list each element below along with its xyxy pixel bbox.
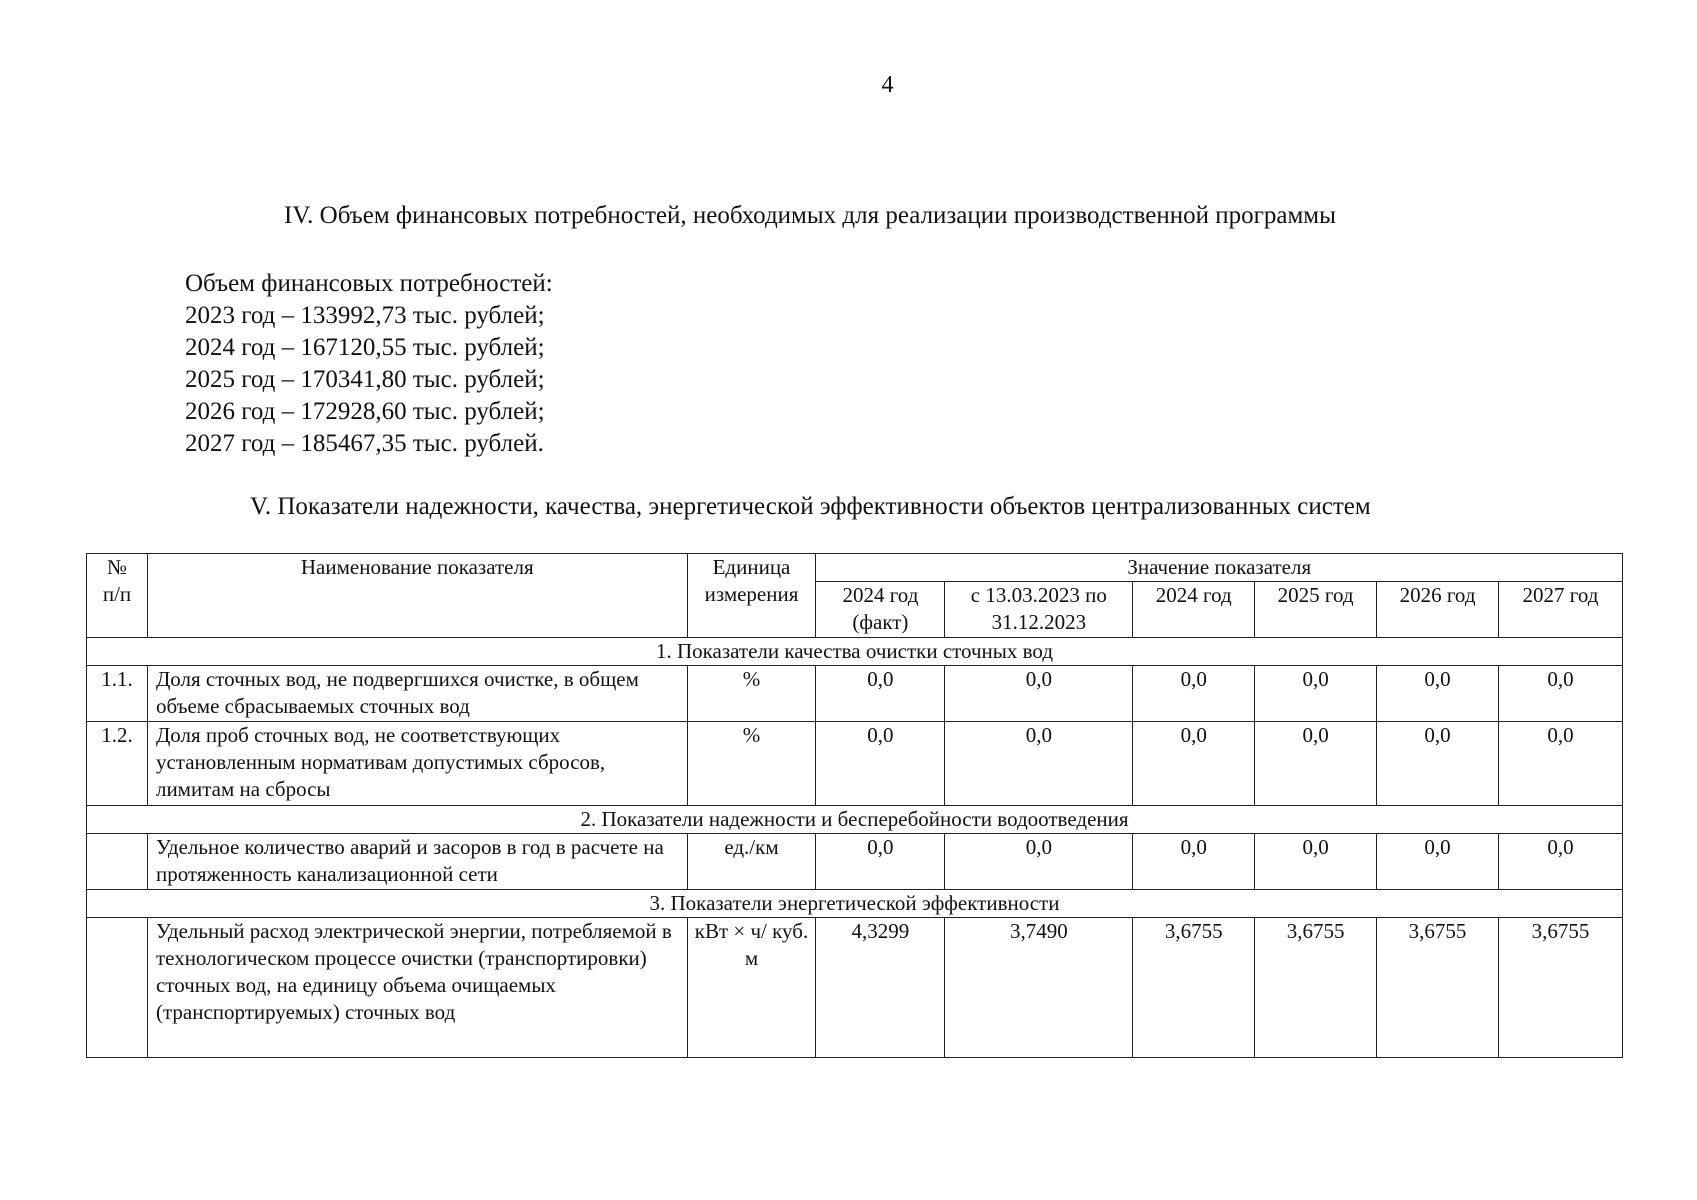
row-unit: ед./км bbox=[687, 834, 816, 890]
financial-line: 2023 год – 133992,73 тыс. рублей; bbox=[185, 302, 545, 329]
header-col-2024-fact: 2024 год (факт) bbox=[816, 582, 945, 638]
row-unit: % bbox=[687, 666, 816, 722]
row-value: 0,0 bbox=[1499, 666, 1623, 722]
row-num: 1.2. bbox=[87, 722, 148, 806]
header-unit-line1: Единица bbox=[712, 555, 791, 579]
header-value-group: Значение показателя bbox=[816, 554, 1623, 582]
row-value: 3,6755 bbox=[1255, 918, 1377, 1058]
row-num: 1.1. bbox=[87, 666, 148, 722]
group-title: 1. Показатели качества очистки сточных вод bbox=[87, 638, 1623, 666]
row-value: 0,0 bbox=[1499, 834, 1623, 890]
row-value: 0,0 bbox=[945, 722, 1133, 806]
row-value: 0,0 bbox=[1377, 666, 1499, 722]
row-name: Удельное количество аварий и засоров в год в расчете на протяженность канализационной сети bbox=[147, 834, 687, 890]
section-4-title: IV. Объем финансовых потребностей, необходимых для реализации производственной программы bbox=[284, 202, 1336, 229]
group-row bbox=[87, 806, 1623, 834]
row-value: 0,0 bbox=[1133, 722, 1255, 806]
page-number: 4 bbox=[881, 72, 894, 98]
row-num bbox=[87, 918, 148, 1058]
group-title: 2. Показатели надежности и бесперебойности водоотведения bbox=[87, 806, 1623, 834]
row-value: 3,6755 bbox=[1499, 918, 1623, 1058]
header-col-2024: 2024 год bbox=[1133, 582, 1255, 638]
header-col-2025: 2025 год bbox=[1255, 582, 1377, 638]
header-num-line2: п/п bbox=[102, 582, 132, 606]
table-row bbox=[87, 666, 1623, 722]
table-row bbox=[87, 834, 1623, 890]
row-value: 0,0 bbox=[1133, 834, 1255, 890]
row-num bbox=[87, 834, 148, 890]
financial-line: 2025 год – 170341,80 тыс. рублей; bbox=[185, 366, 545, 393]
header-unit bbox=[687, 554, 816, 638]
row-value: 0,0 bbox=[816, 722, 945, 806]
table-row bbox=[87, 918, 1623, 1058]
group-row bbox=[87, 638, 1623, 666]
row-value: 4,3299 bbox=[816, 918, 945, 1058]
row-unit: кВт × ч/ куб. м bbox=[687, 918, 816, 1058]
financial-line: 2024 год – 167120,55 тыс. рублей; bbox=[185, 334, 545, 361]
header-col-period: с 13.03.2023 по 31.12.2023 bbox=[945, 582, 1133, 638]
header-name: Наименование показателя bbox=[147, 554, 687, 638]
financial-needs-intro: Объем финансовых потребностей: bbox=[185, 270, 553, 297]
row-name: Удельный расход электрической энергии, потребляемой в технологическом процессе очистки (транспортировки) сточных вод, на единицу объема очищаемых (транспортируемых) сточных вод bbox=[147, 918, 687, 1058]
row-value: 3,6755 bbox=[1133, 918, 1255, 1058]
header-num-line1: № bbox=[106, 555, 127, 579]
group-title: 3. Показатели энергетической эффективности bbox=[87, 890, 1623, 918]
indicators-table bbox=[86, 553, 1623, 1058]
financial-line: 2026 год – 172928,60 тыс. рублей; bbox=[185, 398, 545, 425]
row-unit: % bbox=[687, 722, 816, 806]
table-row bbox=[87, 722, 1623, 806]
row-value: 0,0 bbox=[1499, 722, 1623, 806]
header-col-2026: 2026 год bbox=[1377, 582, 1499, 638]
header-col-2027: 2027 год bbox=[1499, 582, 1623, 638]
section-5-title: V. Показатели надежности, качества, энергетической эффективности объектов централизованных систем bbox=[250, 493, 1371, 520]
row-value: 3,7490 bbox=[945, 918, 1133, 1058]
row-name: Доля сточных вод, не подвергшихся очистке, в общем объеме сбрасываемых сточных вод bbox=[147, 666, 687, 722]
header-unit-line2: измерения bbox=[704, 582, 799, 606]
row-value: 0,0 bbox=[816, 834, 945, 890]
financial-needs-block bbox=[185, 268, 553, 460]
financial-line: 2027 год – 185467,35 тыс. рублей. bbox=[185, 430, 544, 457]
group-row bbox=[87, 890, 1623, 918]
row-value: 0,0 bbox=[1377, 834, 1499, 890]
row-value: 0,0 bbox=[945, 666, 1133, 722]
row-value: 0,0 bbox=[1133, 666, 1255, 722]
row-value: 0,0 bbox=[1255, 722, 1377, 806]
row-name: Доля проб сточных вод, не соответствующих установленным нормативам допустимых сбросов, лимитам на сбросы bbox=[147, 722, 687, 806]
row-value: 0,0 bbox=[1377, 722, 1499, 806]
header-num bbox=[87, 554, 148, 638]
row-value: 0,0 bbox=[1255, 834, 1377, 890]
row-value: 0,0 bbox=[945, 834, 1133, 890]
row-value: 0,0 bbox=[816, 666, 945, 722]
row-value: 0,0 bbox=[1255, 666, 1377, 722]
row-value: 3,6755 bbox=[1377, 918, 1499, 1058]
